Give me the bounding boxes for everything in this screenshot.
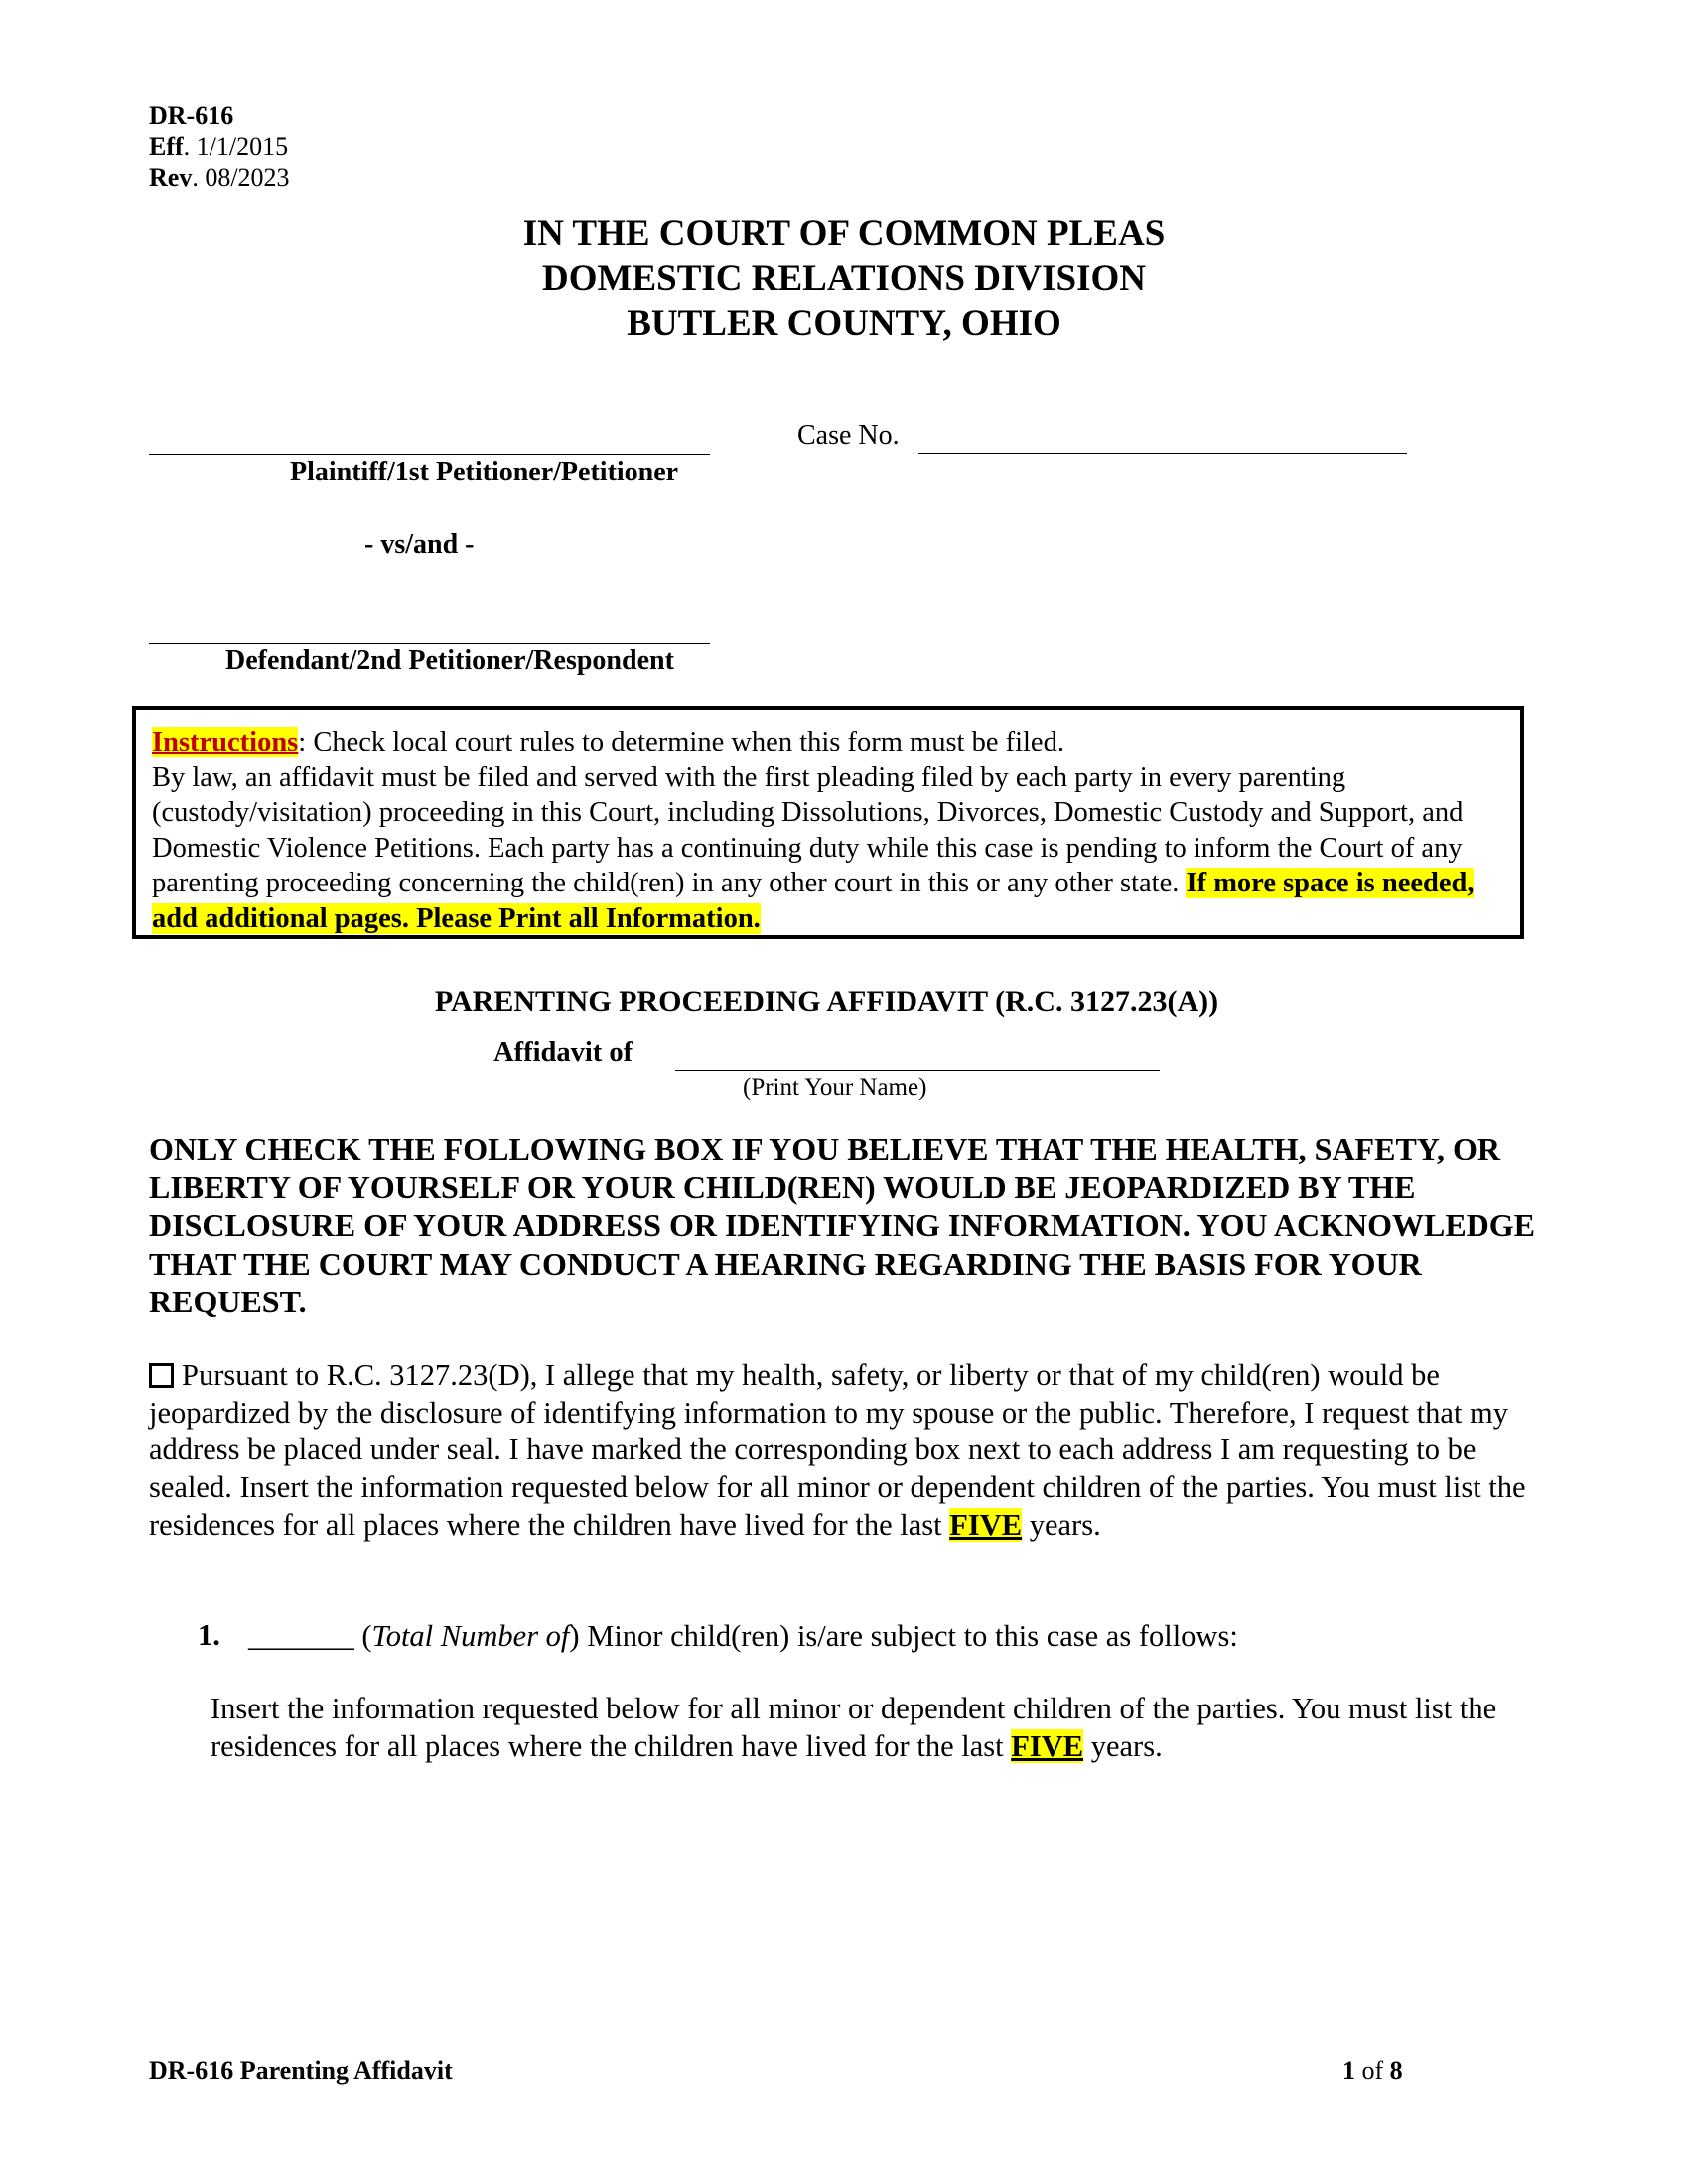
case-no-label: Case No. (797, 420, 900, 451)
form-id: DR-616 (149, 101, 234, 130)
seal-request-paragraph: Pursuant to R.C. 3127.23(D), I allege that my health, safety, or liberty or that of my child(ren) would be jeopardized by the disclosure of identifying information to my spouse or the public. Therefore, I request that my address be placed under seal. I have marked the corresponding box next to each address I am requesting to be sealed. Insert the information requested below for all minor or dependent children of the parties. You must list the residences for all places where the children have lived for the last FIVE years. (149, 1358, 1526, 1542)
court-name: IN THE COURT OF COMMON PLEAS (522, 213, 1166, 254)
revision-date: Rev. 08/2023 (149, 163, 290, 192)
instructions-first-line: Instructions: Check local court rules to determine when this form must be filed. (152, 727, 1064, 757)
effective-date: Eff. 1/1/2015 (149, 132, 289, 161)
instructions-heading: Instructions (152, 727, 299, 757)
court-division: DOMESTIC RELATIONS DIVISION (542, 258, 1146, 299)
footer-form-name: DR-616 Parenting Affidavit (149, 2056, 453, 2085)
affidavit-of-label: Affidavit of (493, 1037, 633, 1068)
plaintiff-label: Plaintiff/1st Petitioner/Petitioner (290, 457, 679, 487)
instructions-box (132, 706, 1524, 939)
instructions-body: By law, an affidavit must be filed and served with the first pleading filed by each party in every parenting (custody/visitation) proceeding in this Court, including Dissolutions, Divorces, Domestic Custody and Support, and Domestic Violence Petitions. Each party has a continuing duty while this case is pending to inform the Court of any parenting proceeding concerning the child(ren) in any other court in this or any other state. If more space is needed, add additional pages. Please Print all Information. (152, 761, 1475, 934)
seal-address-checkbox[interactable] (149, 1363, 174, 1388)
print-name-hint: (Print Your Name) (743, 1074, 927, 1101)
affidavit-title: PARENTING PROCEEDING AFFIDAVIT (R.C. 3127.23(A)) (434, 985, 1219, 1018)
defendant-label: Defendant/2nd Petitioner/Respondent (225, 645, 674, 676)
address-seal-warning: ONLY CHECK THE FOLLOWING BOX IF YOU BELIEVE THAT THE HEALTH, SAFETY, OR LIBERTY OF YOURSELF OR YOUR CHILD(REN) WOULD BE JEOPARDIZED BY THE DISCLOSURE OF YOUR ADDRESS OR IDENTIFYING INFORMATION. YOU ACKNOWLEDGE THAT THE COURT MAY CONDUCT A HEARING REGARDING THE BASIS FOR YOUR REQUEST. (149, 1131, 1536, 1319)
instructions-highlight: If more space is needed, add additional pages. Please Print all Information. (152, 868, 1475, 934)
page-number: 1 of 8 (1342, 2056, 1403, 2085)
five-years-highlight: FIVE (949, 1507, 1023, 1542)
child-count-field[interactable]: _______ (248, 1619, 354, 1653)
affiant-name-field[interactable] (675, 1070, 1160, 1071)
plaintiff-name-line[interactable] (149, 454, 710, 455)
item-1-line: _______ (Total Number of) Minor child(ren) is/are subject to this case as follows: (248, 1619, 1238, 1653)
five-years-highlight-2: FIVE (1011, 1728, 1084, 1763)
case-no-field[interactable] (918, 453, 1407, 454)
vs-label: - vs/and - (364, 529, 475, 560)
defendant-name-line[interactable] (149, 643, 710, 644)
item-1-number: 1. (198, 1618, 220, 1652)
court-county: BUTLER COUNTY, OHIO (627, 303, 1061, 343)
residence-instructions: Insert the information requested below for all minor or dependent children of the parties. You must list the residences for all places where the children have lived for the last FIVE years. (211, 1692, 1497, 1763)
